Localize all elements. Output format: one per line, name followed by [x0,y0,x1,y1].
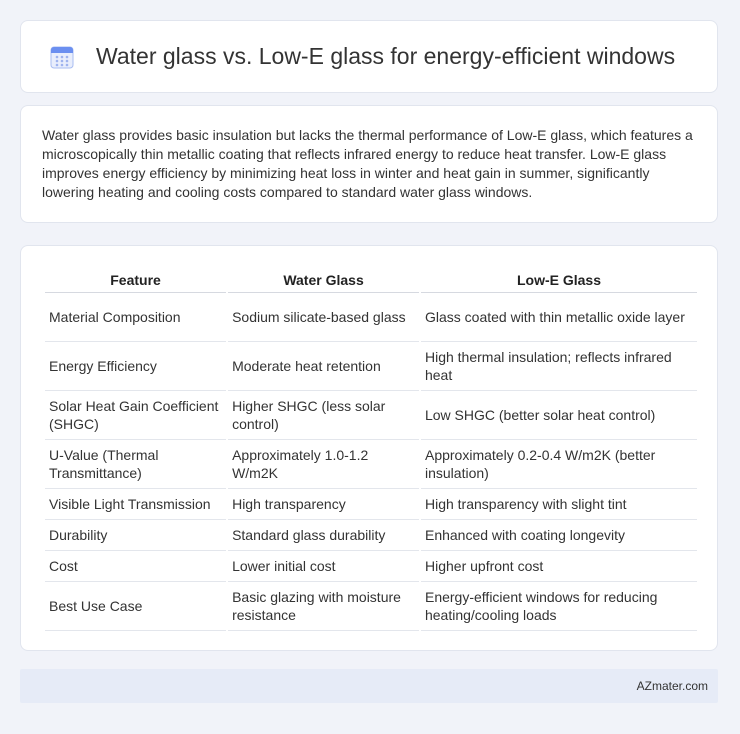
low-e-glass-cell: Higher upfront cost [421,551,697,582]
feature-cell: U-Value (Thermal Transmittance) [45,440,226,489]
low-e-glass-cell: Energy-efficient windows for reducing heating/cooling loads [421,582,697,631]
feature-cell: Visible Light Transmission [45,489,226,520]
water-glass-cell: Standard glass durability [228,520,419,551]
low-e-glass-cell: Approximately 0.2-0.4 W/m2K (better insulation) [421,440,697,489]
page-title: Water glass vs. Low-E glass for energy-efficient windows [96,43,676,69]
feature-cell: Solar Heat Gain Coefficient (SHGC) [45,391,226,440]
water-glass-cell: High transparency [228,489,419,520]
low-e-glass-cell: Low SHGC (better solar heat control) [421,391,697,440]
feature-cell: Energy Efficiency [45,342,226,391]
column-header: Feature [45,264,226,293]
low-e-glass-cell: High transparency with slight tint [421,489,697,520]
table-row [45,582,697,631]
table-row [45,342,697,391]
table-header-row [45,264,697,293]
table-row [45,551,697,582]
water-glass-cell: Lower initial cost [228,551,419,582]
calendar-icon [49,44,75,70]
table-row [45,520,697,551]
table-row [45,440,697,489]
low-e-glass-cell: Enhanced with coating longevity [421,520,697,551]
feature-cell: Cost [45,551,226,582]
feature-cell: Durability [45,520,226,551]
water-glass-cell: Moderate heat retention [228,342,419,391]
water-glass-cell: Basic glazing with moisture resistance [228,582,419,631]
table-row [45,293,697,342]
summary-text: Water glass provides basic insulation but lacks the thermal performance of Low-E glass, which features a microscopically thin metallic coating that reflects infrared energy to reduce heat transfer. Low-E glass improves energy efficiency by minimizing heat loss in winter and heat gain in summer, significantly lowering heating and cooling costs compared to standard water glass windows. [42,127,693,200]
table-row [45,391,697,440]
water-glass-cell: Approximately 1.0-1.2 W/m2K [228,440,419,489]
low-e-glass-cell: High thermal insulation; reflects infrared heat [421,342,697,391]
feature-cell: Best Use Case [45,582,226,631]
comparison-table [43,264,699,631]
table-row [45,489,697,520]
water-glass-cell: Higher SHGC (less solar control) [228,391,419,440]
footer-site-link[interactable]: AZmater.com [636,679,708,693]
title-card [20,20,718,93]
column-header: Low-E Glass [421,264,697,293]
low-e-glass-cell: Glass coated with thin metallic oxide layer [421,293,697,342]
column-header: Water Glass [228,264,419,293]
comparison-card [20,245,718,651]
water-glass-cell: Sodium silicate-based glass [228,293,419,342]
feature-cell: Material Composition [45,293,226,342]
footer-bar [20,669,718,703]
summary-card [20,105,718,223]
